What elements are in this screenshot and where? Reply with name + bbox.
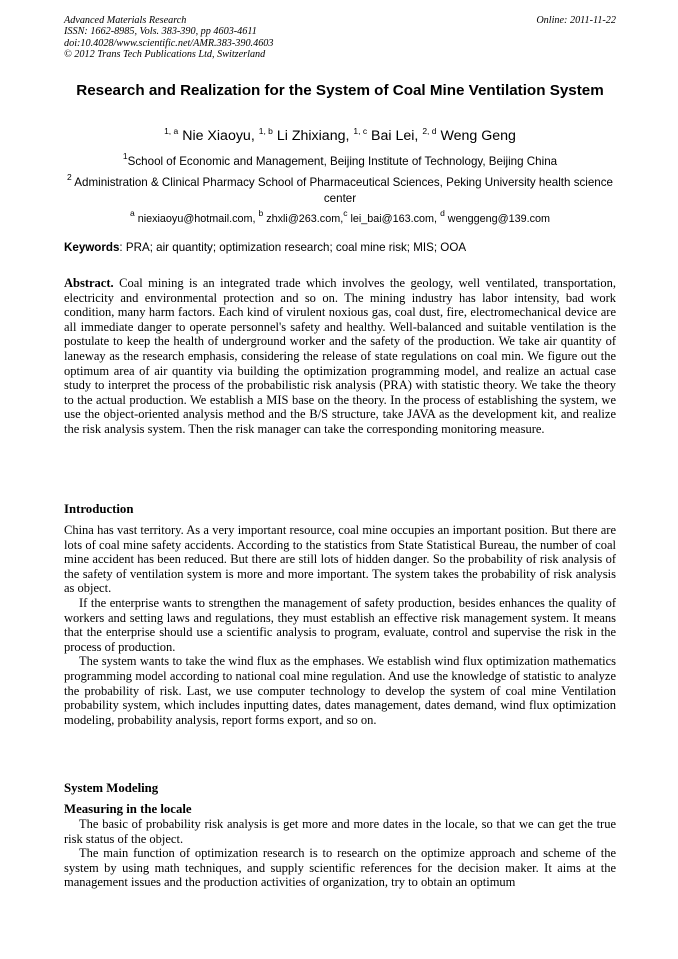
author-name: Bai Lei, <box>371 128 419 144</box>
keywords-text: : PRA; air quantity; optimization research; coal mine risk; MIS; OOA <box>119 241 467 254</box>
email-link[interactable]: lei_bai@163.com, <box>350 213 438 225</box>
paragraph: The system wants to take the wind flux as the emphases. We establish wind flux optimization mathematics programming model according to national coal mine regulation. And use the knowledge of statistic to analyze the probability of risk. Last, we use computer technology to develop the system of coal mine Ventilation probability system, which includes inputting dates, dates management, dates demand, wind flux optimization modeling, probability analysis, report forms export, and so on. <box>64 654 616 727</box>
email-list <box>64 207 616 226</box>
email-link[interactable]: niexiaoyu@hotmail.com, <box>137 213 256 225</box>
author-list <box>64 122 616 146</box>
doi-line: doi:10.4028/www.scientific.net/AMR.383-390.4603 <box>64 37 274 49</box>
paragraph: The main function of optimization research is to research on the optimize approach and scheme of the system by using math techniques, and supply scientific references for the decision maker. It aims at the management issues and the production activities of organization, try to obtain an optimum <box>64 846 616 890</box>
paper-title: Research and Realization for the System of Coal Mine Ventilation System <box>76 82 604 99</box>
author-sup: 1, c <box>353 126 368 136</box>
author-name: Li Zhixiang, <box>276 128 350 144</box>
system-modeling-heading: System Modeling <box>64 781 159 795</box>
affiliation-text: Administration & Clinical Pharmacy School of Pharmaceutical Sciences, Peking University health science center <box>74 176 614 205</box>
issn-line: ISSN: 1662-8985, Vols. 383-390, pp 4603-4611 <box>64 26 257 38</box>
abstract-label: Abstract. <box>64 276 114 290</box>
paragraph: China has vast territory. As a very important resource, coal mine occupies an important position. But there are lots of coal mine safety accidents. According to the statistics from State Statistical Bureau, the number of coal mine accident has been reduced. But there are still lots of hidden danger. So the probability of risk analysis of the safety of ventilation system is more and more important. The system takes the probability of risk analysis as object. <box>64 523 616 596</box>
copyright-line: © 2012 Trans Tech Publications Ltd, Switzerland <box>64 49 266 61</box>
affiliation-1 <box>64 149 616 170</box>
measuring-heading: Measuring in the locale <box>64 802 192 816</box>
online-date: Online: 2011-11-22 <box>536 15 616 26</box>
abstract <box>64 276 616 437</box>
email-sup: d <box>440 208 445 218</box>
paragraph: If the enterprise wants to strengthen the management of safety production, besides enhances the quality of workers and setting laws and regulations, they must establish an effective risk management system. It means that the enterprise should use a scientific analysis to program, evaluate, control and supervise the risk in the process of production. <box>64 595 616 654</box>
affiliation-text: School of Economic and Management, Beijing Institute of Technology, Beijing China <box>127 155 558 168</box>
keywords-label: Keywords <box>64 241 120 254</box>
affiliation-sup: 2 <box>66 172 72 182</box>
journal-header <box>64 15 616 61</box>
email-sup: a <box>129 208 135 218</box>
author-sup: 2, d <box>422 126 437 136</box>
measuring-body <box>64 817 616 890</box>
author-name: Nie Xiaoyu, <box>182 128 255 144</box>
email-link[interactable]: wenggeng@139.com <box>447 213 550 225</box>
email-sup: c <box>343 208 348 218</box>
journal-name: Advanced Materials Research <box>64 15 187 26</box>
author-sup: 1, b <box>258 126 273 136</box>
affiliation-sup: 1 <box>122 151 128 161</box>
paragraph: The basic of probability risk analysis is get more and more dates in the locale, so that we can get the true risk status of the object. <box>64 817 616 846</box>
author-sup: 1, a <box>164 126 179 136</box>
keywords-line <box>64 240 616 255</box>
affiliation-2 <box>64 170 616 206</box>
abstract-text: Coal mining is an integrated trade which involves the geology, well ventilated, transportation, electricity and environmental protection and so on. The mining industry has labor intensity, bad work condition, many harm factors. Each kind of virulent noxious gas, coal dust, fire, electromechanical device are all immediate danger to operate personnel's safety and healthy. Well-balanced and suitable ventilation is the postulate to keep the health of underground worker and the safety of the production. We take air quantity of laneway as the research emphasis, considering the release of state regulations on coal min. We figure out the optimum area of air quantity via building the optimization programming model, and realize an actual case study to interpret the process of the probabilistic risk analysis (PRA) with statistic theory. We take the theory to the actual production. We establish a MIS base on the theory. In the process of establishing the system, we use the object-oriented analysis method and the B/S structure, take JAVA as the development kit, and realize the risk analysis system. Then the risk manager can take the corresponding monitoring measure. <box>64 276 616 436</box>
author-name: Weng Geng <box>440 128 516 144</box>
email-sup: b <box>258 208 264 218</box>
email-link[interactable]: zhxli@263.com, <box>266 213 344 225</box>
introduction-heading: Introduction <box>64 502 134 516</box>
introduction-body <box>64 523 616 727</box>
